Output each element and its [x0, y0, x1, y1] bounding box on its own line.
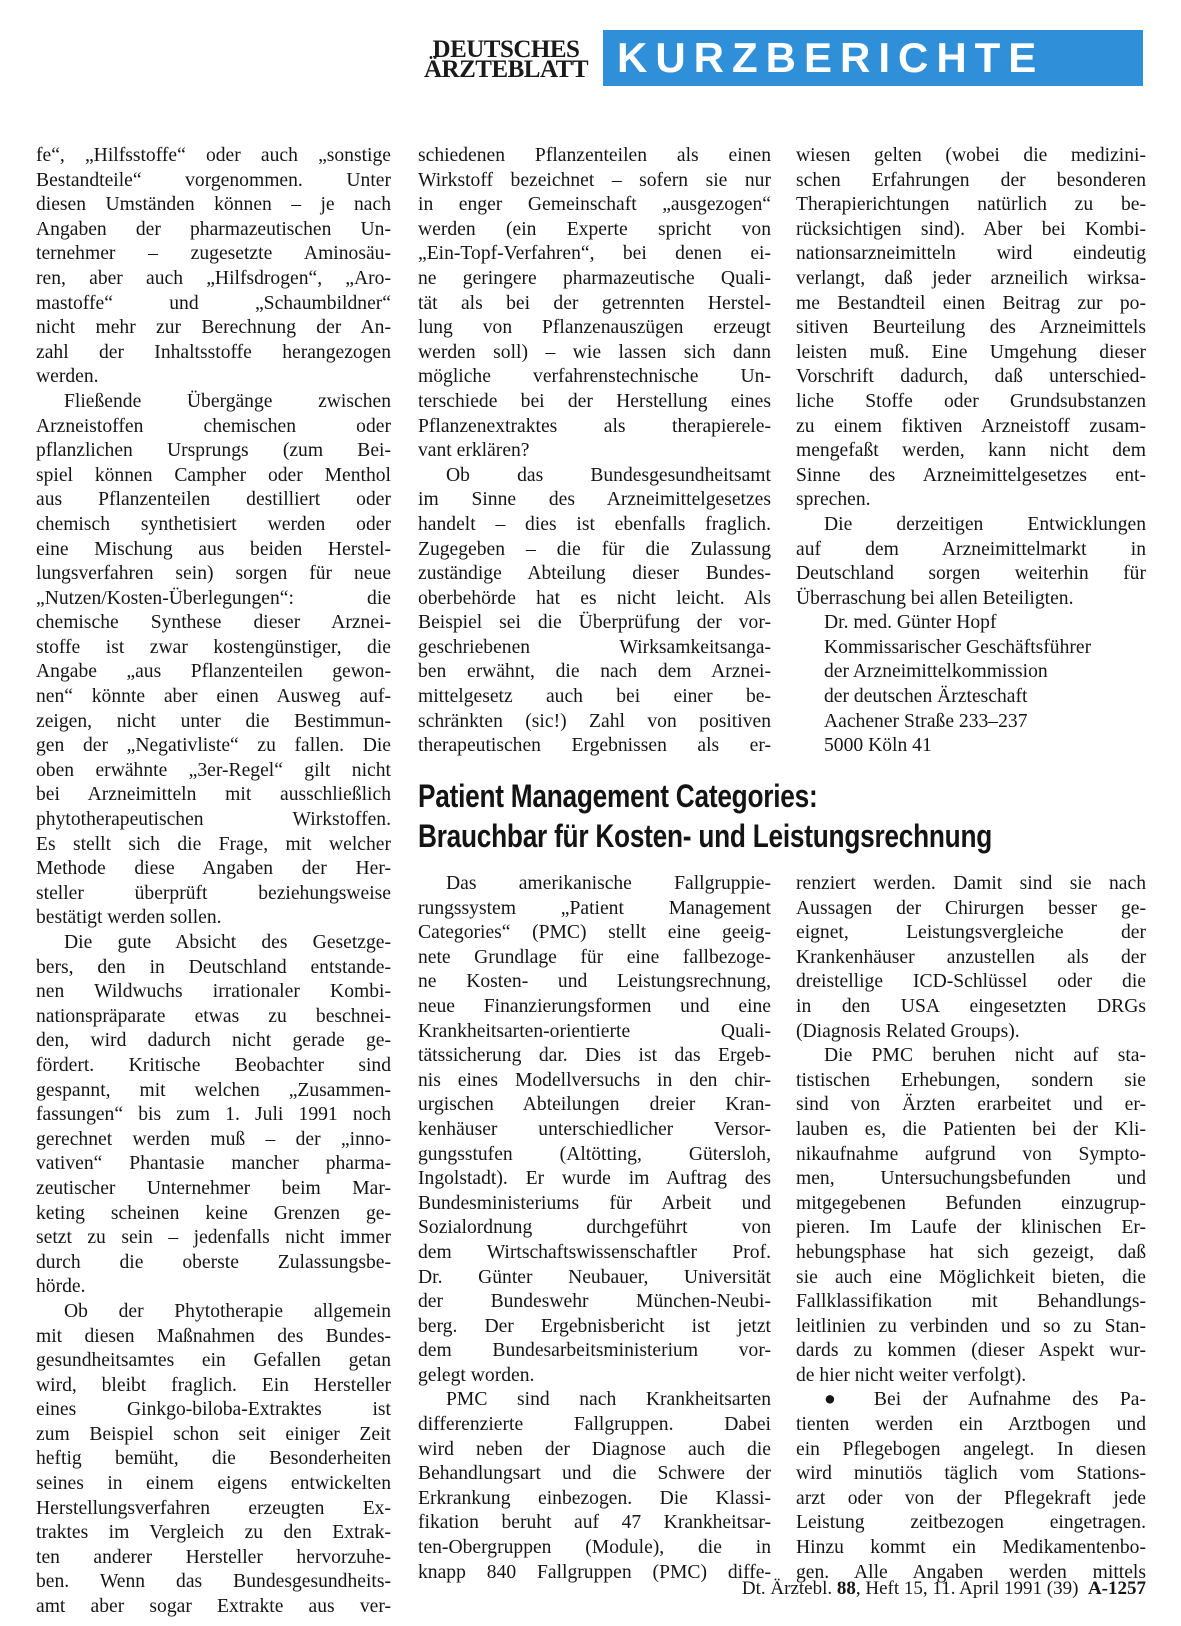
- text-line: gesundheitsamtes ein Gefallen getan: [36, 1350, 391, 1372]
- text-line: fikation beruht auf 47 Krankheitsar-: [418, 1512, 771, 1534]
- text-line: Fließende Übergänge zwischen: [64, 390, 391, 412]
- headline-line-2: Brauchbar für Kosten- und Leistungsrechnung: [418, 818, 993, 854]
- text-line: Beispiel sei die Überprüfung der vor-: [418, 612, 771, 634]
- text-line: rücksichtigen sind). Aber bei Kombi-: [796, 218, 1146, 240]
- text-line: stoffe ist zwar kostengünstiger, die: [36, 636, 391, 658]
- text-line: eines Ginkgo-biloba-Extraktes ist: [36, 1399, 391, 1421]
- text-line: ben. Wenn das Bundesgesundheits-: [36, 1571, 391, 1593]
- text-line: zum Beispiel schon seit einiger Zeit: [36, 1423, 391, 1445]
- text-line: Bestandteile“ vorgenommen. Unter: [36, 169, 391, 191]
- text-line: schiedenen Pflanzenteilen als einen: [418, 145, 771, 166]
- logo-line-1: DEUTSCHES: [432, 36, 580, 63]
- text-line: arzt oder von der Pflegekraft jede: [796, 1487, 1146, 1509]
- text-line: ne Kosten- und Leistungsrechnung,: [418, 971, 771, 993]
- text-line: lung von Pflanzenauszügen erzeugt: [418, 317, 771, 339]
- author-city: 5000 Köln 41: [824, 735, 932, 757]
- text-line: Arzneistoffen chemischen oder: [36, 415, 391, 437]
- text-line: nen Wildwuchs irrationaler Kombi-: [36, 981, 391, 1003]
- text-line: Die PMC beruhen nicht auf sta-: [824, 1045, 1146, 1067]
- text-line: tätssicherung dar. Dies ist das Ergeb-: [418, 1045, 771, 1067]
- text-line: de hier nicht weiter verfolgt).: [796, 1364, 1027, 1386]
- text-line: gen der „Negativliste“ zu fallen. Die: [36, 735, 391, 757]
- text-line: Therapierichtungen natürlich zu be-: [796, 194, 1146, 216]
- text-line: gerechnet werden muß – der „inno-: [36, 1128, 391, 1150]
- text-line: nis eines Modellversuchs in den chir-: [418, 1069, 771, 1091]
- text-line: Überraschung bei allen Beteiligten.: [796, 587, 1074, 609]
- text-line: bei Arzneimitteln mit ausschließlich: [36, 784, 391, 806]
- logo-line-2: ÄRZTEBLATT: [423, 56, 589, 83]
- text-line: PMC sind nach Krankheitsarten: [446, 1389, 771, 1411]
- author-org-1: der Arzneimittelkommission: [824, 661, 1048, 683]
- text-line: Hinzu kommt ein Medikamentenbo-: [796, 1537, 1146, 1559]
- author-org-2: der deutschen Ärzteschaft: [824, 686, 1028, 708]
- text-line: nicht mehr zur Berechnung der An-: [36, 317, 391, 339]
- text-line: dards zu kommen (dieser Aspekt wur-: [796, 1340, 1146, 1362]
- text-line: mastoffe“ und „Schaumbildner“: [36, 292, 391, 314]
- text-line: diesen Umständen können – je nach: [36, 194, 391, 216]
- text-line: lauben es, die Patienten bei der Kli-: [796, 1118, 1146, 1140]
- text-line: Methode diese Angaben der Her-: [36, 858, 391, 880]
- text-line: Sozialordnung durchgeführt von: [418, 1217, 771, 1239]
- page-number: A-1257: [1087, 1578, 1146, 1599]
- text-line: mögliche verfahrenstechnische Un-: [418, 366, 771, 388]
- text-line: sind von Ärzten erarbeitet und er-: [796, 1094, 1146, 1116]
- text-line: Bundesministeriums für Arbeit und: [418, 1192, 771, 1214]
- text-line: Erkrankung einbezogen. Die Klassi-: [418, 1487, 771, 1509]
- text-line: eignet, Leistungsvergleiche der: [796, 922, 1146, 944]
- text-line: spiel können Campher oder Menthol: [36, 464, 391, 486]
- text-line: ein Pflegebogen angelegt. In diesen: [796, 1438, 1146, 1460]
- text-line: hebungsphase hat sich gezeigt, daß: [796, 1241, 1146, 1263]
- text-line: werden.: [36, 366, 99, 388]
- text-line: traktes im Vergleich zu den Extrak-: [36, 1522, 391, 1544]
- text-line: seines in einem eigens entwickelten: [36, 1473, 391, 1495]
- article2-column-2: [796, 872, 1146, 1585]
- text-line: tistischen Erhebungen, sondern sie: [796, 1069, 1146, 1091]
- text-line: Ob das Bundesgesundheitsamt: [446, 464, 771, 486]
- text-line: Es stellt sich die Frage, mit welcher: [36, 833, 391, 855]
- text-line: Angaben der pharmazeutischen Un-: [36, 218, 391, 240]
- text-line: wird neben der Diagnose auch die: [418, 1438, 771, 1460]
- text-line: urgischen Abteilungen dreier Kran-: [418, 1094, 771, 1116]
- text-line: pieren. Im Laufe der klinischen Er-: [796, 1217, 1146, 1239]
- text-line: in enger Gemeinschaft „ausgezogen“: [418, 194, 771, 216]
- text-line: (Diagnosis Related Groups).: [796, 1020, 1020, 1042]
- text-line: therapeutischen Ergebnissen als er-: [418, 735, 771, 757]
- text-line: wiesen gelten (wobei die medizini-: [796, 145, 1146, 166]
- text-line: in den USA eingesetzten DRGs: [796, 995, 1146, 1017]
- text-line: Zugegeben – die für die Zulassung: [418, 538, 771, 560]
- text-line: „Nutzen/Kosten-Überlegungen“: die: [36, 587, 391, 609]
- text-line: Die gute Absicht des Gesetzge-: [64, 932, 391, 953]
- text-line: Deutschland sorgen weiterhin für: [796, 563, 1146, 585]
- text-line: renziert werden. Damit sind sie nach: [796, 873, 1146, 894]
- text-line: sitiven Beurteilung des Arzneimittels: [796, 317, 1146, 339]
- text-line: verlangt, daß jeder arzneilich wirksa-: [796, 267, 1146, 289]
- text-line: nikaufnahme aufgrund von Sympto-: [796, 1143, 1146, 1165]
- section-title: KURZBERICHTE: [617, 34, 1045, 81]
- text-line: wird minutiös täglich vom Stations-: [796, 1463, 1146, 1485]
- text-line: dem Wirtschaftswissenschaftler Prof.: [418, 1241, 771, 1263]
- text-line: Die derzeitigen Entwicklungen: [824, 513, 1146, 535]
- text-line: Wirkstoff bezeichnet – sofern sie nur: [418, 169, 771, 191]
- citation-suffix: , Heft 15, 11. April 1991 (39): [855, 1578, 1079, 1599]
- text-line: Das amerikanische Fallgruppie-: [446, 873, 771, 894]
- text-line: lungsverfahren sein) sorgen für neue: [36, 563, 391, 585]
- text-line: der Bundeswehr München-Neubi-: [418, 1291, 771, 1313]
- text-line: schränkten (sic!) Zahl von positiven: [418, 710, 771, 732]
- text-line: geschriebenen Wirksamkeitsanga-: [418, 636, 771, 658]
- text-line: Krankenhäuser anzustellen als der: [796, 946, 1146, 968]
- text-line: ● Bei der Aufnahme des Pa-: [824, 1389, 1146, 1411]
- text-line: Aussagen der Chirurgen besser ge-: [796, 897, 1146, 919]
- text-line: Ob der Phytotherapie allgemein: [64, 1300, 391, 1322]
- text-line: Pflanzenextraktes als therapierele-: [418, 415, 771, 437]
- text-line: schen Erfahrungen der besonderen: [796, 169, 1146, 191]
- text-line: im Sinne des Arzneimittelgesetzes: [418, 489, 771, 511]
- text-line: rungssystem „Patient Management: [418, 897, 771, 919]
- text-line: auf dem Arzneimittelmarkt in: [796, 538, 1146, 560]
- text-line: Herstellungsverfahren erzeugten Ex-: [36, 1497, 391, 1519]
- text-line: chemische Synthese dieser Arznei-: [36, 612, 391, 634]
- text-line: pflanzlichen Ursprungs (zum Bei-: [36, 440, 391, 462]
- text-line: aus Pflanzenteilen destilliert oder: [36, 489, 391, 511]
- text-line: amt aber sogar Extrakte aus ver-: [36, 1596, 391, 1618]
- article1-column-1: [36, 144, 391, 1620]
- text-line: gungsstufen (Altötting, Gütersloh,: [418, 1143, 771, 1165]
- text-line: bers, den in Deutschland entstande-: [36, 956, 391, 978]
- text-line: mittelgesetz auch bei einer be-: [418, 686, 771, 708]
- text-line: Sinne des Arzneimittelgesetzes ent-: [796, 464, 1146, 486]
- text-line: wird, bleibt fraglich. Ein Hersteller: [36, 1374, 391, 1396]
- text-line: leitlinien zu verbinden und so zu Stan-: [796, 1315, 1146, 1337]
- text-line: gespannt, mit welchen „Zusammen-: [36, 1079, 391, 1101]
- text-line: handelt – dies ist ebenfalls fraglich.: [418, 513, 771, 535]
- text-line: dem Bundesarbeitsministerium vor-: [418, 1340, 771, 1362]
- article1-column-2: [418, 144, 771, 759]
- text-line: keting scheinen keine Grenzen ge-: [36, 1202, 391, 1224]
- text-line: vativen“ Phantasie mancher pharma-: [36, 1153, 391, 1175]
- text-line: nen“ könnte aber einen Ausweg auf-: [36, 686, 391, 708]
- author-street: Aachener Straße 233–237: [824, 710, 1028, 732]
- text-line: zahl der Inhaltsstoffe herangezogen: [36, 341, 391, 363]
- text-line: Ingolstadt). Er wurde im Auftrag des: [418, 1168, 771, 1190]
- text-line: sie auch eine Möglichkeit bieten, die: [796, 1266, 1146, 1288]
- text-line: chemisch synthetisiert werden oder: [36, 513, 391, 535]
- text-line: neue Finanzierungsformen und eine: [418, 995, 771, 1017]
- text-line: vant erklären?: [418, 440, 530, 462]
- author-name: Dr. med. Günter Hopf: [824, 612, 997, 634]
- text-line: gelegt worden.: [418, 1364, 535, 1386]
- text-line: terschiede bei der Herstellung eines: [418, 390, 771, 412]
- text-line: differenzierte Fallgruppen. Dabei: [418, 1414, 771, 1436]
- text-line: nationsarzneimitteln wird eindeutig: [796, 243, 1146, 265]
- text-line: ten anderer Hersteller hervorzuhe-: [36, 1546, 391, 1568]
- text-line: mitgegebenen Befunden einzugrup-: [796, 1192, 1146, 1214]
- text-line: nationspräparate etwas zu beschnei-: [36, 1005, 391, 1027]
- text-line: heftig bemüht, die Besonderheiten: [36, 1448, 391, 1470]
- text-line: knapp 840 Fallgruppen (PMC) diffe-: [418, 1561, 771, 1583]
- text-line: leisten muß. Eine Umgehung dieser: [796, 341, 1146, 363]
- text-line: zu einem fiktiven Arzneistoff zusam-: [796, 415, 1146, 437]
- text-line: Leistung zeitbezogen eingetragen.: [796, 1512, 1146, 1534]
- text-line: eine Mischung aus beiden Herstel-: [36, 538, 391, 560]
- text-line: fassungen“ bis zum 1. Juli 1991 noch: [36, 1104, 391, 1126]
- text-line: setzt zu sein – jedenfalls nicht immer: [36, 1227, 391, 1249]
- text-line: fördert. Kritische Beobachter sind: [36, 1054, 391, 1076]
- text-line: me Bestandteil einen Beitrag zur po-: [796, 292, 1146, 314]
- text-line: oben erwähnte „3er-Regel“ gilt nicht: [36, 759, 391, 781]
- text-line: sprechen.: [796, 489, 871, 511]
- author-block: [796, 611, 1146, 759]
- text-line: ten-Obergruppen (Module), die in: [418, 1537, 771, 1559]
- text-line: nete Grundlage für eine fallbezoge-: [418, 946, 771, 968]
- author-role: Kommissarischer Geschäftsführer: [824, 636, 1092, 658]
- text-line: steller überprüft beziehungsweise: [36, 882, 391, 904]
- journal-logo: [418, 36, 594, 83]
- text-line: berg. Der Ergebnisbericht ist jetzt: [418, 1315, 771, 1337]
- text-line: Vorschrift dadurch, daß unterschied-: [796, 366, 1146, 388]
- text-line: ternehmer – zugesetzte Aminosäu-: [36, 243, 391, 265]
- text-line: ben erwähnt, die nach dem Arznei-: [418, 661, 771, 683]
- text-line: Angabe „aus Pflanzenteilen gewon-: [36, 661, 391, 683]
- text-line: hörde.: [36, 1276, 86, 1298]
- text-line: dreistellige ICD-Schlüssel oder die: [796, 971, 1146, 993]
- text-line: Dr. Günter Neubauer, Universität: [418, 1266, 771, 1288]
- text-line: mit diesen Maßnahmen des Bundes-: [36, 1325, 391, 1347]
- article2-headline: [418, 776, 1015, 856]
- text-line: „Ein-Topf-Verfahren“, bei denen ei-: [418, 243, 771, 265]
- text-line: werden soll) – wie lassen sich dann: [418, 341, 771, 363]
- text-line: durch die oberste Zulassungsbe-: [36, 1251, 391, 1273]
- section-banner: [603, 30, 1143, 86]
- text-line: men, Untersuchungsbefunden und: [796, 1168, 1146, 1190]
- page-footer: [640, 1578, 1146, 1600]
- text-line: den, wird dadurch nicht gerade ge-: [36, 1030, 391, 1052]
- text-line: gen. Alle Angaben werden mittels: [796, 1561, 1146, 1583]
- text-line: phytotherapeutischen Wirkstoffen.: [36, 809, 391, 831]
- text-line: fe“, „Hilfsstoffe“ oder auch „sonstige: [36, 145, 391, 166]
- headline-line-1: Patient Management Categories:: [418, 778, 818, 814]
- text-line: werden (ein Experte spricht von: [418, 218, 771, 240]
- text-line: zeutischer Unternehmer beim Mar-: [36, 1177, 391, 1199]
- text-line: Behandlungsart und die Schwere der: [418, 1463, 771, 1485]
- volume-number: 88: [836, 1578, 856, 1599]
- article1-column-3: [796, 144, 1146, 759]
- text-line: Krankheitsarten-orientierte Quali-: [418, 1020, 771, 1042]
- text-line: oberbehörde hat es nicht leicht. Als: [418, 587, 771, 609]
- text-line: bestätigt werden sollen.: [36, 907, 222, 929]
- article1-column-3-text: [796, 144, 1146, 611]
- text-line: Categories“ (PMC) stellt eine geeig-: [418, 922, 771, 944]
- text-line: tienten werden ein Arztbogen und: [796, 1414, 1146, 1436]
- text-line: zeigen, nicht unter die Bestimmun-: [36, 710, 391, 732]
- text-line: zuständige Abteilung dieser Bundes-: [418, 563, 771, 585]
- text-line: ren, aber auch „Hilfsdrogen“, „Aro-: [36, 267, 391, 289]
- text-line: mengefaßt werden, kann nicht dem: [796, 440, 1146, 462]
- text-line: Fallklassifikation mit Behandlungs-: [796, 1291, 1146, 1313]
- text-line: ne geringere pharmazeutische Quali-: [418, 267, 771, 289]
- text-line: tät als bei der getrennten Herstel-: [418, 292, 771, 314]
- text-line: kenhäuser unterschiedlicher Versor-: [418, 1118, 771, 1140]
- text-line: liche Stoffe oder Grundsubstanzen: [796, 390, 1146, 412]
- article2-column-1: [418, 872, 771, 1585]
- citation-prefix: Dt. Ärztebl.: [741, 1578, 837, 1599]
